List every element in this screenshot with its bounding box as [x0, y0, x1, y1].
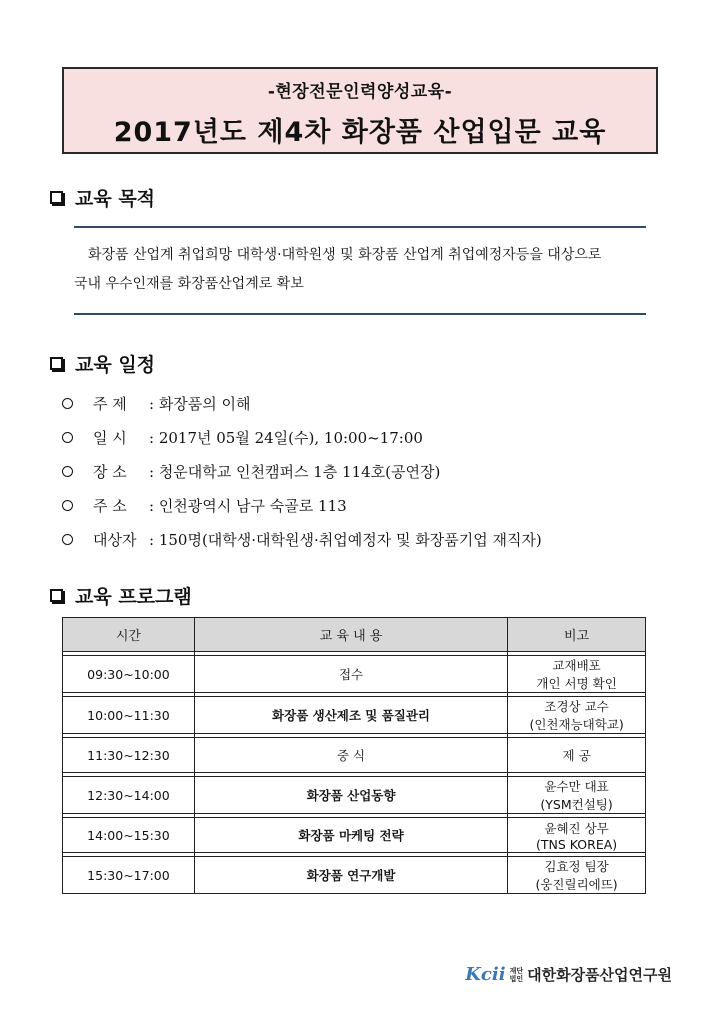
section-purpose-heading	[50, 184, 155, 211]
org-logo	[465, 964, 672, 985]
table-row	[63, 818, 646, 853]
schedule-label: 일 시	[93, 429, 127, 447]
schedule-label: 주 제	[93, 395, 127, 413]
schedule-heading-text: 교육 일정	[75, 354, 156, 376]
schedule-item	[62, 461, 440, 482]
cell-content: 중 식	[194, 738, 507, 773]
circle-bullet-icon	[62, 398, 73, 409]
cell-note: 제 공	[508, 738, 646, 773]
table-row	[63, 857, 646, 894]
org-name: 대한화장품산업연구원	[527, 966, 672, 984]
purpose-heading-text: 교육 목적	[75, 188, 156, 210]
table-row	[63, 656, 646, 693]
cell-content: 접수	[194, 656, 507, 693]
program-table	[62, 617, 646, 894]
cell-note: 조경상 교수 (인천재능대학교)	[508, 697, 646, 734]
cell-time: 14:00~15:30	[63, 818, 195, 853]
schedule-value: : 2017년 05월 24일(수), 10:00~17:00	[149, 429, 423, 447]
cell-time: 12:30~14:00	[63, 777, 195, 814]
schedule-item	[62, 393, 251, 414]
schedule-item	[62, 495, 347, 516]
circle-bullet-icon	[62, 534, 73, 545]
cell-time: 10:00~11:30	[63, 697, 195, 734]
schedule-item	[62, 529, 542, 550]
cell-content: 화장품 산업동향	[194, 777, 507, 814]
header-time: 시간	[63, 618, 195, 652]
table-header-row	[63, 618, 646, 652]
logo-mark: Kcii	[465, 964, 506, 985]
purpose-line-2: 국내 우수인재를 화장품산업계로 확보	[74, 276, 304, 292]
cell-note: 교재배포 개인 서명 확인	[508, 656, 646, 693]
cell-content: 화장품 생산제조 및 품질관리	[194, 697, 507, 734]
cell-content: 화장품 마케팅 전략	[194, 818, 507, 853]
cell-time: 11:30~12:30	[63, 738, 195, 773]
divider-top	[74, 226, 646, 228]
title-main: 2017년도 제4차 화장품 산업입문 교육	[113, 117, 607, 148]
schedule-value: : 화장품의 이해	[149, 395, 251, 413]
program-heading-text: 교육 프로그램	[75, 586, 192, 608]
cell-time: 15:30~17:00	[63, 857, 195, 894]
title-subtitle: -현장전문인력양성교육-	[267, 82, 453, 102]
cell-note: 윤혜진 상무 (TNS KOREA)	[508, 818, 646, 853]
section-program-heading	[50, 582, 192, 609]
circle-bullet-icon	[62, 432, 73, 443]
logo-small-text: 재단 법인	[509, 966, 524, 983]
schedule-value: : 150명(대학생·대학원생·취업예정자 및 화장품기업 재직자)	[149, 531, 542, 549]
checkbox-square-icon	[50, 191, 63, 204]
header-content: 교 육 내 용	[194, 618, 507, 652]
header-note: 비고	[508, 618, 646, 652]
schedule-label: 대상자	[93, 531, 137, 549]
checkbox-square-icon	[50, 589, 63, 602]
circle-bullet-icon	[62, 500, 73, 511]
schedule-label: 장 소	[93, 463, 127, 481]
cell-note: 김효정 팀장 (웅진릴리에뜨)	[508, 857, 646, 894]
cell-content: 화장품 연구개발	[194, 857, 507, 894]
table-row	[63, 697, 646, 734]
cell-note: 윤수만 대표 (YSM컨설팅)	[508, 777, 646, 814]
table-row	[63, 738, 646, 773]
schedule-value: : 인천광역시 남구 숙골로 113	[149, 497, 347, 515]
schedule-item	[62, 427, 423, 448]
schedule-label: 주 소	[93, 497, 127, 515]
cell-time: 09:30~10:00	[63, 656, 195, 693]
table-row	[63, 777, 646, 814]
schedule-value: : 청운대학교 인천캠퍼스 1층 114호(공연장)	[149, 463, 441, 481]
title-box	[62, 67, 658, 154]
divider-bottom	[74, 313, 646, 315]
purpose-line-1: 화장품 산업계 취업희망 대학생·대학원생 및 화장품 산업계 취업예정자등을 대상으로	[88, 247, 602, 263]
section-schedule-heading	[50, 350, 155, 377]
checkbox-square-icon	[50, 357, 63, 370]
circle-bullet-icon	[62, 466, 73, 477]
